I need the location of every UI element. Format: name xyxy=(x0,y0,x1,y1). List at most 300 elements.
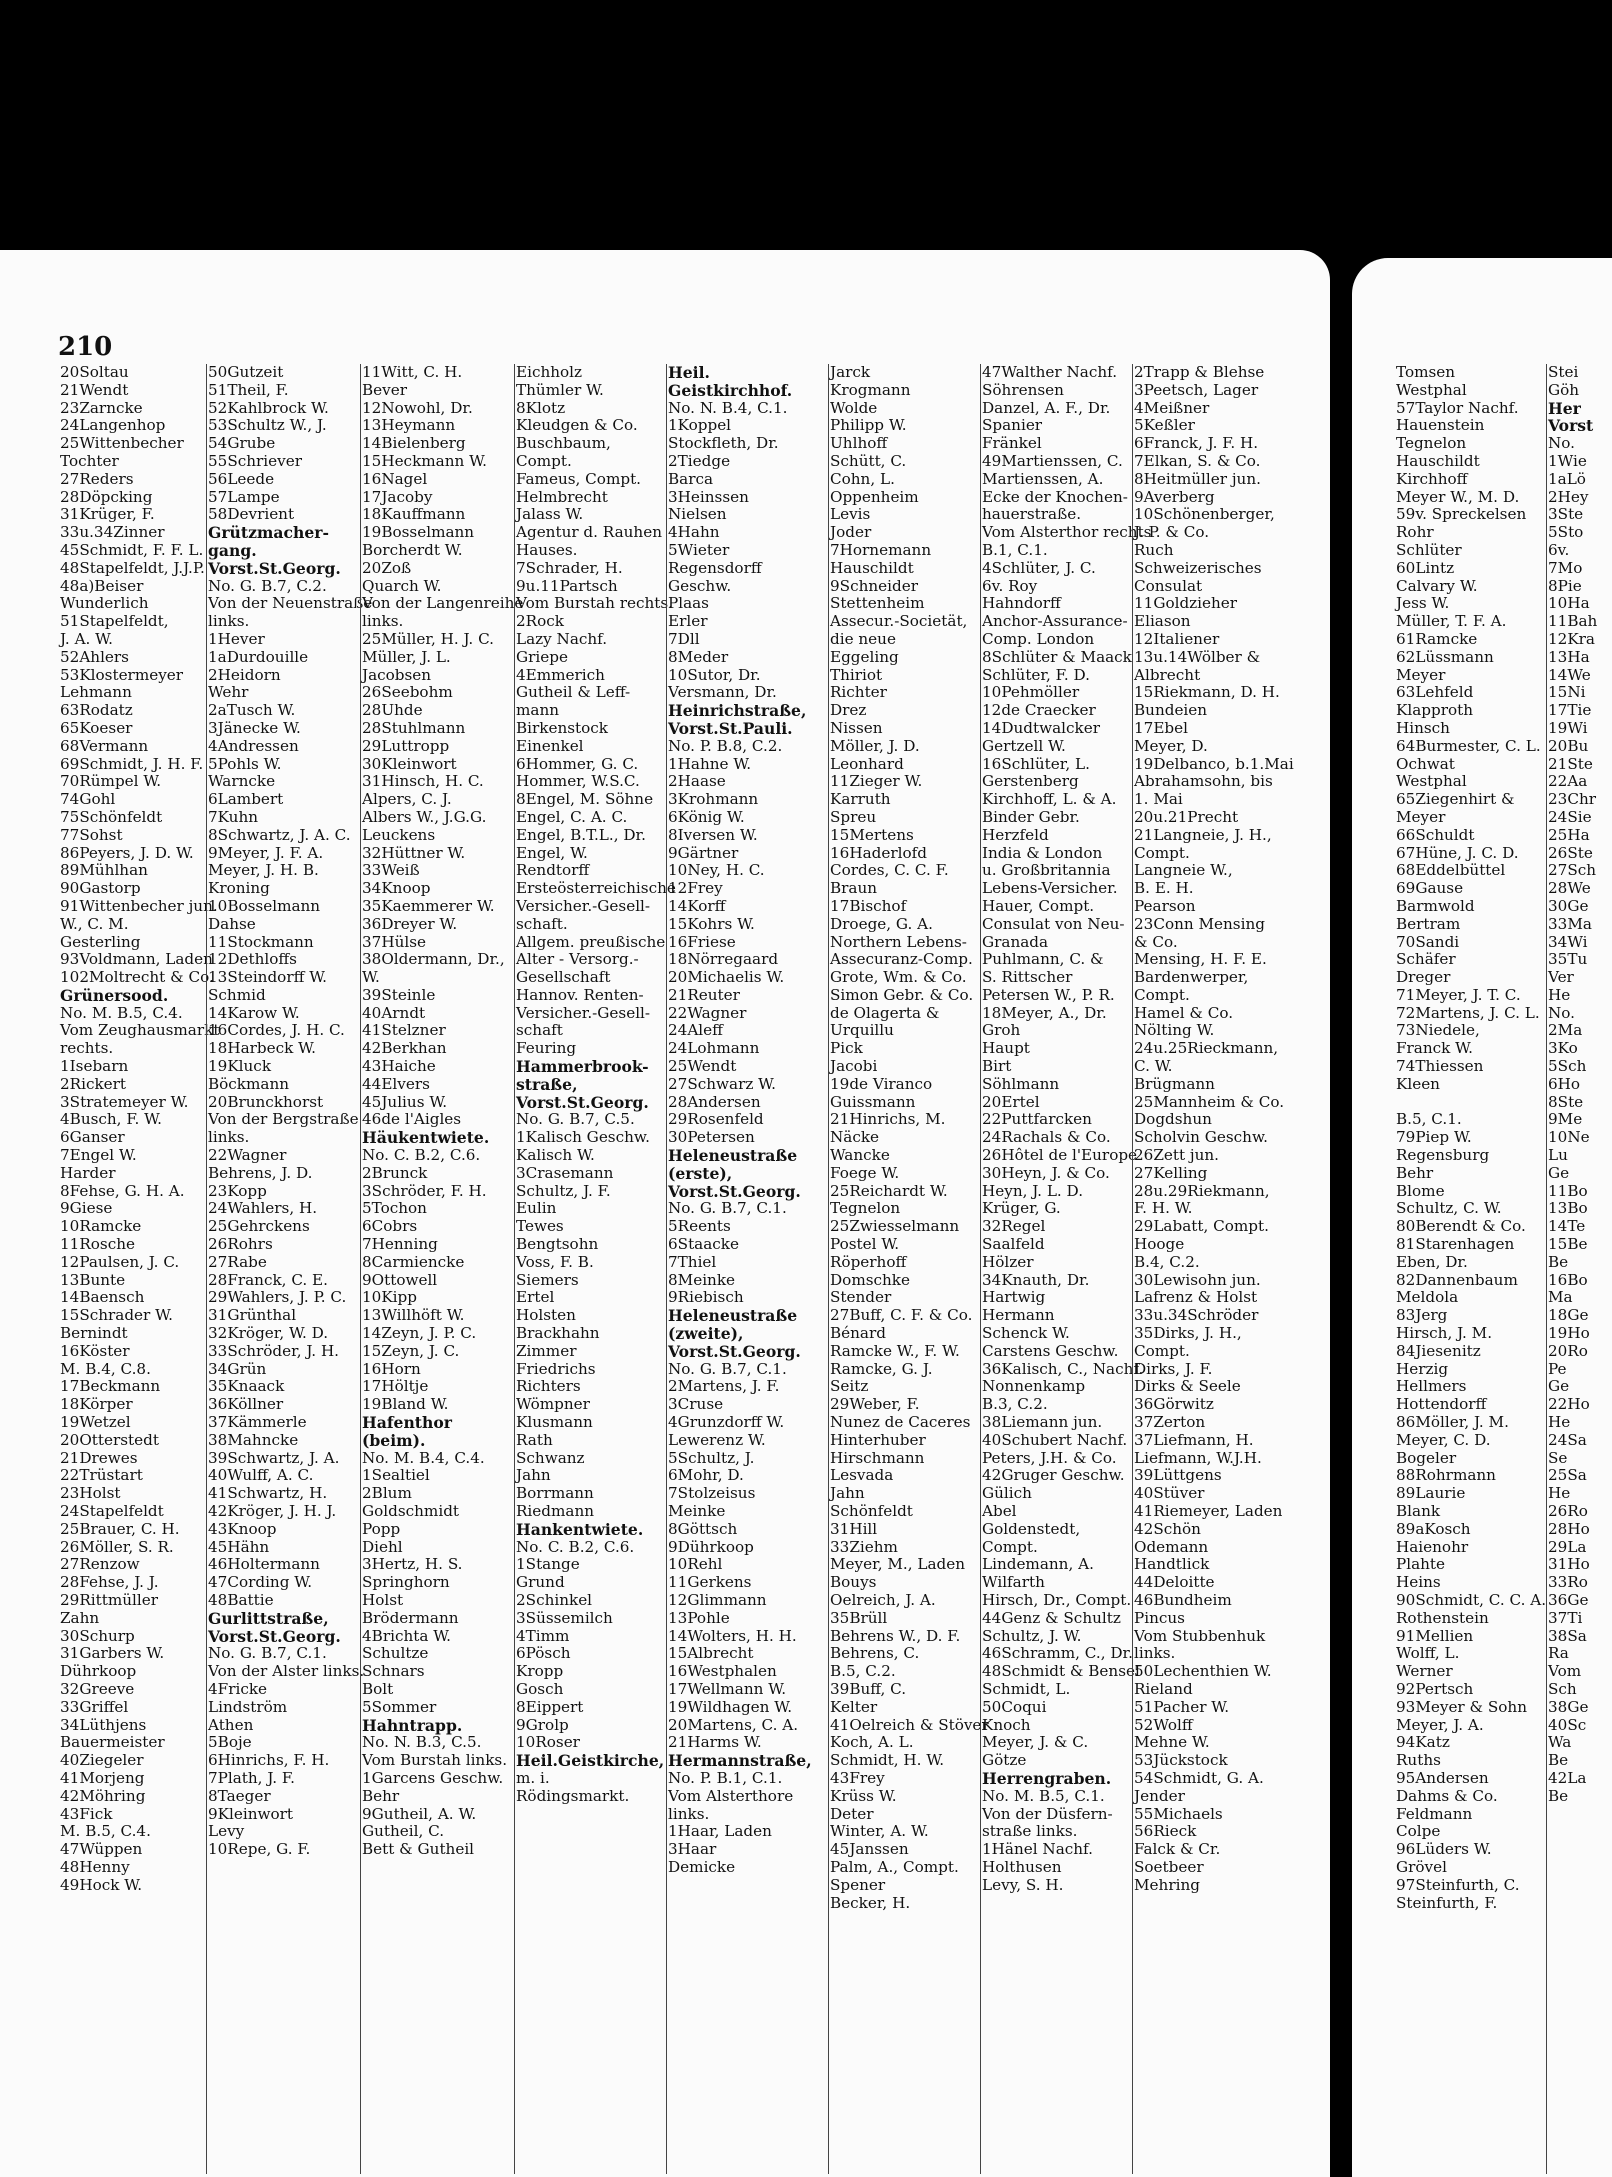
directory-entry: Lebens-Versicher. xyxy=(982,879,1118,898)
directory-entry: Holsten xyxy=(516,1306,576,1325)
directory-entry: 32Greeve xyxy=(60,1679,135,1698)
directory-entry: 19Kluck xyxy=(208,1057,272,1076)
directory-entry: He xyxy=(1548,1484,1571,1503)
directory-entry: Uhlhoff xyxy=(830,434,888,453)
directory-entry: 4Hahn xyxy=(668,523,720,542)
directory-entry: Bernindt xyxy=(60,1324,128,1343)
street-heading: Her xyxy=(1548,398,1581,418)
directory-entry: schaft xyxy=(516,1021,563,1040)
directory-entry: Pearson xyxy=(1134,896,1196,915)
directory-entry: 39Lüttgens xyxy=(1134,1466,1222,1485)
directory-entry: 3Stratemeyer W. xyxy=(60,1092,189,1111)
directory-entry: Compt. xyxy=(1134,1341,1190,1360)
directory-entry: Schmidt, H. W. xyxy=(830,1751,945,1770)
column-separator xyxy=(828,364,829,2174)
directory-entry: links. xyxy=(668,1804,710,1823)
directory-entry: Bertram xyxy=(1396,914,1461,933)
directory-entry: 20Zoß xyxy=(362,558,412,577)
directory-entry: Haupt xyxy=(982,1039,1030,1058)
directory-entry: Müller, J. L. xyxy=(362,647,451,666)
directory-entry: 41Stelzner xyxy=(362,1021,446,1040)
directory-entry: Von der Neuenstraße xyxy=(208,594,373,613)
directory-column-8 xyxy=(1134,364,1324,1895)
directory-entry: 13Ha xyxy=(1548,647,1590,666)
directory-entry: 89Mühlhan xyxy=(60,861,148,880)
directory-entry: 18Nörregaard xyxy=(668,950,779,969)
directory-entry: 37Kämmerle xyxy=(208,1413,307,1432)
directory-entry: Böckmann xyxy=(208,1074,290,1093)
column-separator xyxy=(666,364,667,2174)
directory-entry: 82Dannenbaum xyxy=(1396,1270,1518,1289)
directory-entry: Schwanz xyxy=(516,1448,585,1467)
directory-entry: Winter, A. W. xyxy=(830,1822,929,1841)
directory-entry: Bengtsohn xyxy=(516,1235,599,1254)
directory-entry: Eichholz xyxy=(516,363,583,381)
directory-entry: Jacobi xyxy=(830,1057,878,1076)
directory-entry: Carstens Geschw. xyxy=(982,1341,1119,1360)
directory-entry: Bolt xyxy=(362,1679,394,1698)
directory-entry: 7Henning xyxy=(362,1235,438,1254)
directory-entry: Langneie W., xyxy=(1134,861,1233,880)
directory-entry: Werner xyxy=(1396,1662,1453,1681)
directory-entry: 84Jiesenitz xyxy=(1396,1341,1481,1360)
directory-entry: 11Goldzieher xyxy=(1134,594,1238,613)
directory-entry: Alpers, C. J. xyxy=(362,790,452,809)
directory-entry: 52Ahlers xyxy=(60,647,129,666)
directory-entry: Allgem. preußische xyxy=(516,932,666,951)
directory-entry: Bogeler xyxy=(1396,1448,1457,1467)
directory-entry: 19Delbanco, b.1.Mai xyxy=(1134,754,1294,773)
directory-entry: Von der Düsfern- xyxy=(982,1804,1113,1823)
directory-entry: No. G. B.7, C.5. xyxy=(516,1110,635,1129)
directory-entry: No. N. B.4, C.1. xyxy=(668,398,788,417)
directory-entry: 11Rosche xyxy=(60,1235,135,1254)
directory-entry: Brödermann xyxy=(362,1608,459,1627)
directory-entry: 5Pohls W. xyxy=(208,754,282,773)
directory-entry: 4Meißner xyxy=(1134,398,1210,417)
directory-entry: Holthusen xyxy=(982,1857,1062,1876)
directory-entry: 30Heyn, J. & Co. xyxy=(982,1163,1110,1182)
directory-entry: 24Lohmann xyxy=(668,1039,760,1058)
directory-entry: 19Wi xyxy=(1548,718,1588,737)
directory-entry: Röperhoff xyxy=(830,1252,907,1271)
directory-entry: Stei xyxy=(1548,363,1579,381)
directory-entry: 11Witt, C. H. xyxy=(362,363,463,381)
directory-entry: Krüss W. xyxy=(830,1786,897,1805)
directory-entry: Krogmann xyxy=(830,380,911,399)
directory-entry: 42Berkhan xyxy=(362,1039,447,1058)
directory-entry: 72Martens, J. C. L. xyxy=(1396,1003,1540,1022)
directory-entry: Regensburg xyxy=(1396,1146,1490,1165)
directory-entry: Leonhard xyxy=(830,754,904,773)
directory-entry: Söhrensen xyxy=(982,380,1064,399)
directory-entry: 13Bo xyxy=(1548,1199,1588,1218)
directory-entry: Thümler W. xyxy=(516,380,604,399)
directory-entry: Buschbaum, xyxy=(516,434,611,453)
directory-entry: B.5, C.1. xyxy=(1396,1110,1462,1129)
directory-entry: 3Cruse xyxy=(668,1395,724,1414)
directory-entry: 34Wi xyxy=(1548,932,1588,951)
directory-entry: S. Rittscher xyxy=(982,968,1073,987)
directory-entry: Gesterling xyxy=(60,932,141,951)
directory-entry: 2aTusch W. xyxy=(208,701,296,720)
directory-entry: 16Bo xyxy=(1548,1270,1588,1289)
directory-entry: Consulat xyxy=(1134,576,1203,595)
directory-entry: 37Zerton xyxy=(1134,1413,1206,1432)
directory-entry: Gutheil & Leff- xyxy=(516,683,631,702)
directory-entry: Hauses. xyxy=(516,540,578,559)
directory-entry: 9Kleinwort xyxy=(208,1804,293,1823)
directory-entry: 35Kaemmerer W. xyxy=(362,896,495,915)
directory-entry: Versicher.-Gesell- xyxy=(516,896,651,915)
directory-entry: Herzfeld xyxy=(982,825,1049,844)
street-heading: Heil. xyxy=(668,363,710,382)
directory-entry: B.3, C.2. xyxy=(982,1395,1048,1414)
directory-entry: B.5, C.2. xyxy=(830,1662,896,1681)
directory-entry: Kalisch W. xyxy=(516,1146,595,1165)
column-separator xyxy=(1546,364,1547,2174)
directory-entry: Diehl xyxy=(362,1537,403,1556)
directory-entry: 49Hock W. xyxy=(60,1875,143,1894)
directory-entry: Von der Bergstraße xyxy=(208,1110,359,1129)
directory-entry: No. M. B.5, C.4. xyxy=(60,1003,183,1022)
directory-entry: C. W. xyxy=(1134,1057,1173,1076)
directory-entry: No. G. B.7, C.1. xyxy=(668,1359,787,1378)
directory-entry: No. G. B.7, C.1. xyxy=(668,1199,787,1218)
directory-entry: 25Ha xyxy=(1548,825,1590,844)
directory-entry: Hirsch, Dr., Compt. xyxy=(982,1590,1132,1609)
directory-entry: 55Schriever xyxy=(208,451,302,470)
directory-entry: Albrecht xyxy=(1134,665,1201,684)
directory-entry: Klapproth xyxy=(1396,701,1473,720)
directory-entry: Näcke xyxy=(830,1128,880,1147)
directory-entry: 6Pösch xyxy=(516,1644,571,1663)
directory-entry: Schmid xyxy=(208,985,266,1004)
directory-entry: Philipp W. xyxy=(830,416,907,435)
street-heading: straße, xyxy=(516,1074,578,1094)
directory-entry: Simon Gebr. & Co. xyxy=(830,985,974,1004)
directory-entry: Assecuranz-Comp. xyxy=(830,950,973,969)
directory-entry: 25Wittenbecher xyxy=(60,434,184,453)
directory-entry: links. xyxy=(208,1128,250,1147)
directory-entry: 90Gastorp xyxy=(60,879,141,898)
directory-entry: Behrens, C. xyxy=(830,1644,920,1663)
directory-column-1 xyxy=(60,363,220,1895)
directory-entry: 46Holtermann xyxy=(208,1555,320,1574)
directory-entry: 7Mo xyxy=(1548,558,1583,577)
directory-entry: 9Gärtner xyxy=(668,843,739,862)
directory-entry: 59v. Spreckelsen xyxy=(1396,505,1527,524)
directory-entry: 7Schrader, H. xyxy=(516,558,623,577)
directory-entry: 1Hänel Nachf. xyxy=(982,1840,1093,1859)
directory-entry: Meinke xyxy=(668,1502,726,1520)
street-heading: Hahntrapp. xyxy=(362,1715,463,1735)
directory-entry: Anchor-Assurance- xyxy=(982,612,1128,631)
directory-entry: Levy, S. H. xyxy=(982,1875,1064,1894)
directory-entry: 80Berendt & Co. xyxy=(1396,1217,1526,1236)
directory-entry: 23Holst xyxy=(60,1484,121,1503)
directory-entry: Heins xyxy=(1396,1573,1441,1592)
directory-entry: 34Lüthjens xyxy=(60,1715,147,1734)
directory-entry: Hirschmann xyxy=(830,1448,925,1467)
street-heading: (erste), xyxy=(668,1163,733,1183)
directory-entry: 10Bosselmann xyxy=(208,896,321,915)
directory-entry: Athen xyxy=(208,1715,254,1734)
directory-entry: 3Ko xyxy=(1548,1039,1578,1058)
directory-entry: 26Ste xyxy=(1548,843,1593,862)
directory-entry: Franck W. xyxy=(1396,1039,1473,1058)
directory-entry: 15Zeyn, J. C. xyxy=(362,1341,460,1360)
directory-entry: Granada xyxy=(982,932,1049,951)
directory-entry: Wolde xyxy=(830,398,878,417)
directory-entry: Hellmers xyxy=(1396,1377,1467,1396)
directory-entry: Meyer xyxy=(1396,665,1446,684)
street-heading: Gurlittstraße, xyxy=(208,1608,329,1628)
directory-entry: Geschw. xyxy=(668,576,732,595)
directory-entry: Pick xyxy=(830,1039,863,1058)
directory-entry: Tochter xyxy=(60,451,119,470)
directory-entry: 8Heitmüller jun. xyxy=(1134,469,1261,488)
directory-entry: 35Knaack xyxy=(208,1377,285,1396)
directory-entry: 40Stüver xyxy=(1134,1484,1205,1503)
directory-entry: 8Schwartz, J. A. C. xyxy=(208,825,351,844)
directory-entry xyxy=(1396,1094,1546,1112)
directory-entry: 20Otterstedt xyxy=(60,1430,159,1449)
directory-entry: 89aKosch xyxy=(1396,1519,1471,1538)
directory-entry: Be xyxy=(1548,1786,1569,1805)
directory-entry: No. C. B.2, C.6. xyxy=(362,1146,481,1165)
directory-entry: Gesellschaft xyxy=(516,968,611,987)
directory-entry: Se xyxy=(1548,1448,1568,1467)
directory-entry: Westphal xyxy=(1396,380,1467,399)
directory-entry: 4Timm xyxy=(516,1626,570,1645)
directory-entry: 91Mellien xyxy=(1396,1626,1474,1645)
directory-entry: 19Ho xyxy=(1548,1324,1590,1343)
directory-entry: No. C. B.2, C.6. xyxy=(516,1537,635,1556)
directory-entry: Droege, G. A. xyxy=(830,914,933,933)
directory-entry: 21Langneie, J. H., xyxy=(1134,825,1272,844)
directory-entry: Jahn xyxy=(830,1484,865,1503)
directory-entry: Lindemann, A. xyxy=(982,1555,1094,1574)
directory-entry: 54Grube xyxy=(208,434,276,453)
directory-entry: Pincus xyxy=(1134,1608,1185,1627)
street-heading: Herrengraben. xyxy=(982,1768,1112,1788)
directory-entry: 5Wieter xyxy=(668,540,730,559)
directory-entry: 26Zett jun. xyxy=(1134,1146,1219,1165)
directory-entry: India & London xyxy=(982,843,1103,862)
directory-entry: Tomsen xyxy=(1396,363,1456,381)
directory-entry: Birt xyxy=(982,1057,1012,1076)
directory-entry: 37Ti xyxy=(1548,1608,1583,1627)
directory-entry: Harder xyxy=(60,1163,116,1182)
directory-entry: Schmidt, L. xyxy=(982,1679,1071,1698)
directory-entry: Levis xyxy=(830,505,871,524)
directory-entry: 9Ottowell xyxy=(362,1270,438,1289)
street-heading: Vorst.St.Georg. xyxy=(208,558,341,578)
directory-entry: 14Baensch xyxy=(60,1288,145,1307)
directory-entry: 8Klotz xyxy=(516,398,566,417)
directory-entry: 20Brunckhorst xyxy=(208,1092,324,1111)
directory-entry: 23Kopp xyxy=(208,1181,267,1200)
directory-entry: Bouys xyxy=(830,1573,877,1592)
directory-entry: 7Kuhn xyxy=(208,807,259,826)
directory-entry: 41Riemeyer, Laden xyxy=(1134,1502,1283,1520)
directory-entry: Zahn xyxy=(60,1608,100,1627)
directory-entry: 18Meyer, A., Dr. xyxy=(982,1003,1107,1022)
directory-entry: 10Ney, H. C. xyxy=(668,861,765,880)
directory-entry: 70Rümpel W. xyxy=(60,772,162,791)
directory-entry: 22Wagner xyxy=(208,1146,287,1165)
directory-entry: No. P. B.1, C.1. xyxy=(668,1768,783,1787)
directory-entry: 42Schön xyxy=(1134,1519,1201,1538)
directory-entry: Schnars xyxy=(362,1662,425,1681)
directory-entry: 18Harbeck W. xyxy=(208,1039,316,1058)
directory-entry: 13u.14Wölber & xyxy=(1134,647,1261,666)
directory-entry: 36Dreyer W. xyxy=(362,914,458,933)
directory-entry: 29Wahlers, J. P. C. xyxy=(208,1288,347,1307)
directory-entry: Bardenwerper, xyxy=(1134,968,1249,987)
directory-entry: Abel xyxy=(982,1502,1017,1520)
directory-entry: 57Lampe xyxy=(208,487,280,506)
directory-entry: 31Hinsch, H. C. xyxy=(362,772,484,791)
directory-entry: Be xyxy=(1548,1751,1569,1770)
directory-entry: 12de Craecker xyxy=(982,701,1096,720)
directory-entry: 31Ho xyxy=(1548,1555,1590,1574)
directory-entry: 38Ge xyxy=(1548,1697,1589,1716)
directory-entry: 2Trapp & Blehse xyxy=(1134,363,1265,381)
directory-entry: Postel W. xyxy=(830,1235,900,1254)
directory-entry: 5Boje xyxy=(208,1733,252,1752)
directory-entry: 26Ro xyxy=(1548,1502,1588,1520)
directory-entry: Stender xyxy=(830,1288,892,1307)
directory-entry: 74Thiessen xyxy=(1396,1057,1484,1076)
directory-entry: 16Köster xyxy=(60,1341,130,1360)
directory-entry: 46de l'Aigles xyxy=(362,1110,462,1129)
street-heading: Grünersood. xyxy=(60,985,169,1005)
directory-column-9 xyxy=(1396,364,1546,1912)
directory-entry: 3Krohmann xyxy=(668,790,759,809)
directory-entry: 2Heidorn xyxy=(208,665,281,684)
street-heading: Heleneustraße xyxy=(668,1306,798,1326)
directory-entry: Feldmann xyxy=(1396,1804,1473,1823)
directory-entry: Schönfeldt xyxy=(830,1502,913,1520)
directory-entry: J. A. W. xyxy=(60,629,113,648)
directory-entry: 36Köllner xyxy=(208,1395,284,1414)
page-number: 210 xyxy=(58,332,113,362)
directory-entry: 10Ha xyxy=(1548,594,1590,613)
directory-entry: 10Ne xyxy=(1548,1128,1590,1147)
directory-entry: Borcherdt W. xyxy=(362,540,463,559)
directory-entry: 25Sa xyxy=(1548,1466,1587,1485)
directory-entry: 44Genz & Schultz xyxy=(982,1608,1121,1627)
directory-entry: Seitz xyxy=(830,1377,869,1396)
directory-entry: 42La xyxy=(1548,1768,1587,1787)
directory-entry: 79Piep W. xyxy=(1396,1128,1472,1147)
directory-column-7 xyxy=(982,363,1152,1895)
directory-entry: 63Rodatz xyxy=(60,701,133,720)
directory-entry: Becker, H. xyxy=(830,1893,911,1912)
directory-entry: 20u.21Precht xyxy=(1134,807,1239,826)
directory-entry: Holst xyxy=(362,1590,404,1609)
directory-entry: Sch xyxy=(1548,1679,1577,1698)
directory-entry: 8Meinke xyxy=(668,1270,736,1289)
directory-entry: 43Knoop xyxy=(208,1519,277,1538)
directory-entry: 6Cobrs xyxy=(362,1217,418,1236)
directory-entry: 49Martienssen, C. xyxy=(982,451,1123,470)
directory-entry: 1Sealtiel xyxy=(362,1466,430,1485)
directory-entry: 27Rabe xyxy=(208,1252,267,1271)
directory-entry: 14Te xyxy=(1548,1217,1586,1236)
directory-entry: He xyxy=(1548,1413,1571,1432)
directory-entry: Engel, W. xyxy=(516,843,588,862)
directory-entry: 1. Mai xyxy=(1134,790,1183,809)
directory-entry: Liefmann, W.J.H. xyxy=(1134,1448,1262,1467)
directory-entry: 21Reuter xyxy=(668,985,740,1004)
directory-entry: Gertzell W. xyxy=(982,736,1066,755)
directory-entry: Heyn, J. L. D. xyxy=(982,1181,1084,1200)
directory-entry: 1Kalisch Geschw. xyxy=(516,1128,650,1147)
directory-entry: 15Be xyxy=(1548,1235,1588,1254)
directory-entry: Hamel & Co. xyxy=(1134,1003,1234,1022)
directory-entry: 14Korff xyxy=(668,896,726,915)
directory-entry: 21Ste xyxy=(1548,754,1593,773)
directory-entry: Tegnelon xyxy=(1396,434,1467,453)
directory-entry: 7Thiel xyxy=(668,1252,717,1271)
directory-entry: 53Jückstock xyxy=(1134,1751,1228,1770)
directory-entry: 22Puttfarcken xyxy=(982,1110,1092,1129)
directory-entry: Borrmann xyxy=(516,1484,594,1503)
directory-entry: Behr xyxy=(1396,1163,1434,1182)
directory-entry: 28Fehse, J. J. xyxy=(60,1573,159,1592)
directory-entry: 4Andressen xyxy=(208,736,299,755)
directory-entry: Feuring xyxy=(516,1039,577,1058)
directory-entry: straße links. xyxy=(982,1822,1078,1841)
directory-entry: Bauermeister xyxy=(60,1733,165,1752)
directory-entry: 14Bielenberg xyxy=(362,434,466,453)
directory-entry: 29La xyxy=(1548,1537,1587,1556)
directory-entry: 91Wittenbecher jun. xyxy=(60,896,218,915)
directory-entry: Zimmer xyxy=(516,1341,577,1360)
directory-entry: Von der Langenreihe xyxy=(362,594,524,613)
directory-entry: 34Knauth, Dr. xyxy=(982,1270,1090,1289)
directory-entry: Dahse xyxy=(208,914,256,933)
directory-entry: Schäfer xyxy=(1396,950,1456,969)
directory-entry: Grund xyxy=(516,1573,565,1592)
directory-entry: 35Tu xyxy=(1548,950,1588,969)
directory-entry: 48a)Beiser xyxy=(60,576,144,595)
directory-entry: Tewes xyxy=(516,1217,564,1236)
directory-entry: 44Elvers xyxy=(362,1074,430,1093)
directory-entry: 17Beckmann xyxy=(60,1377,161,1396)
directory-entry: Schultze xyxy=(362,1644,429,1663)
directory-entry: 8Taeger xyxy=(208,1786,271,1805)
directory-entry: 28u.29Riekmann, xyxy=(1134,1181,1270,1200)
directory-entry: 67Hüne, J. C. D. xyxy=(1396,843,1519,862)
directory-entry: 13Willhöft W. xyxy=(362,1306,465,1325)
directory-entry: 10Schönenberger, xyxy=(1134,505,1275,524)
directory-entry: 6Hommer, G. C. xyxy=(516,754,639,773)
directory-entry: 24u.25Rieckmann, xyxy=(1134,1039,1279,1058)
directory-entry: Lewerenz W. xyxy=(668,1430,766,1449)
directory-entry: Hermann xyxy=(982,1306,1055,1325)
directory-entry: 24Stapelfeldt xyxy=(60,1502,164,1520)
directory-entry: 88Rohrmann xyxy=(1396,1466,1496,1485)
directory-entry: 20Michaelis W. xyxy=(668,968,785,987)
directory-entry: 20Ro xyxy=(1548,1341,1588,1360)
directory-entry: 45Schmidt, F. F. L. xyxy=(60,540,204,559)
directory-entry: 43Frey xyxy=(830,1768,885,1787)
street-heading: Geistkirchhof. xyxy=(668,380,793,400)
